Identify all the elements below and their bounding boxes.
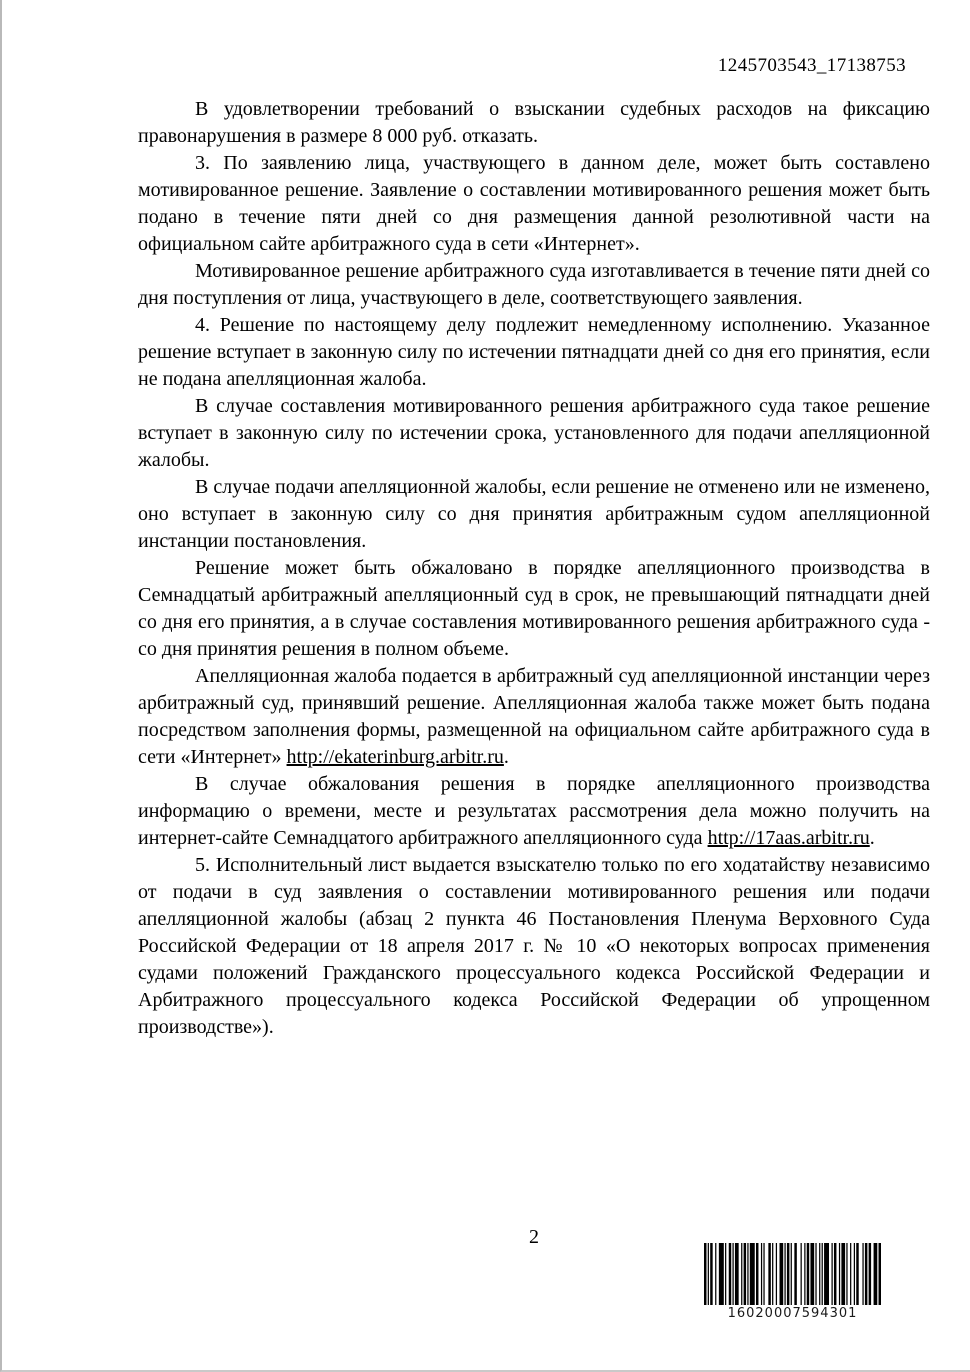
barcode-bars-icon (704, 1243, 881, 1305)
paragraph (138, 96, 930, 150)
text-segment: Апелляционная жалоба подается в арбитражный суд апелляционной инстанции через арбитражный суд, принявший решение. Апелляционная жалоба также может быть подана посредством заполнения формы, размещенной на официальном сайте арбитражного суда в сети «Интернет» (138, 665, 930, 768)
document-body (138, 96, 930, 1041)
text-segment: В случае составления мотивированного решения арбитражного суда такое решение вступает в законную силу по истечении срока, установленного для подачи апелляционной жалобы. (138, 395, 930, 471)
paragraph (138, 555, 930, 663)
paragraph (138, 393, 930, 474)
barcode (704, 1243, 881, 1321)
barcode-number: 16020007594301 (727, 1306, 858, 1321)
paragraph (138, 312, 930, 393)
paragraph (138, 474, 930, 555)
paragraph (138, 663, 930, 771)
paragraph (138, 258, 930, 312)
document-id: 1245703543_17138753 (717, 55, 906, 76)
text-segment: В случае подачи апелляционной жалобы, если решение не отменено или не изменено, оно вступает в законную силу со дня принятия арбитражным судом апелляционной инстанции постановления. (138, 476, 930, 552)
text-segment: 4. Решение по настоящему делу подлежит немедленному исполнению. Указанное решение вступает в законную силу по истечении пятнадцати дней со дня его принятия, если не подана апелляционная жалоба. (138, 314, 930, 390)
text-segment: В удовлетворении требований о взыскании судебных расходов на фиксацию правонарушения в размере 8 000 руб. отказать. (138, 98, 930, 147)
text-segment: Решение может быть обжаловано в порядке апелляционного производства в Семнадцатый арбитражный апелляционный суд в срок, не превышающий пятнадцати дней со дня его принятия, а в случае составления мотивированного решения арбитражного суда - со дня принятия решения в полном объеме. (138, 557, 930, 660)
text-segment: В случае обжалования решения в порядке апелляционного производства информацию о времени, месте и результатах рассмотрения дела можно получить на интернет-сайте Семнадцатого арбитражного апелляционного суда (138, 773, 930, 849)
text-segment: Мотивированное решение арбитражного суда изготавливается в течение пяти дней со дня поступления от лица, участвующего в деле, соответствующего заявления. (138, 260, 930, 309)
paragraph (138, 771, 930, 852)
document-link[interactable]: http://17aas.arbitr.ru (707, 827, 870, 849)
text-segment: 5. Исполнительный лист выдается взыскателю только по его ходатайству независимо от подачи в суд заявления о составлении мотивированного решения или подачи апелляционной жалобы (абзац 2 пункта 46 Постановления Пленума Верховного Суда Российской Федерации от 18 апреля 2017 г. № 10 «О некоторых вопросах применения судами положений Гражданского процессуального кодекса Российской Федерации и Арбитражного процессуального кодекса Российской Федерации об упрощенном производстве»). (138, 854, 930, 1038)
page-number: 2 (529, 1226, 539, 1248)
text-segment: . (869, 827, 875, 849)
document-link[interactable]: http://ekaterinburg.arbitr.ru (286, 746, 504, 768)
text-segment: . (503, 746, 509, 768)
paragraph (138, 852, 930, 1041)
paragraph (138, 150, 930, 258)
text-segment: 3. По заявлению лица, участвующего в данном деле, может быть составлено мотивированное решение. Заявление о составлении мотивированного решения может быть подано в течение пяти дней со дня размещения данной резолютивной части на официальном сайте арбитражного суда в сети «Интернет». (138, 152, 930, 255)
